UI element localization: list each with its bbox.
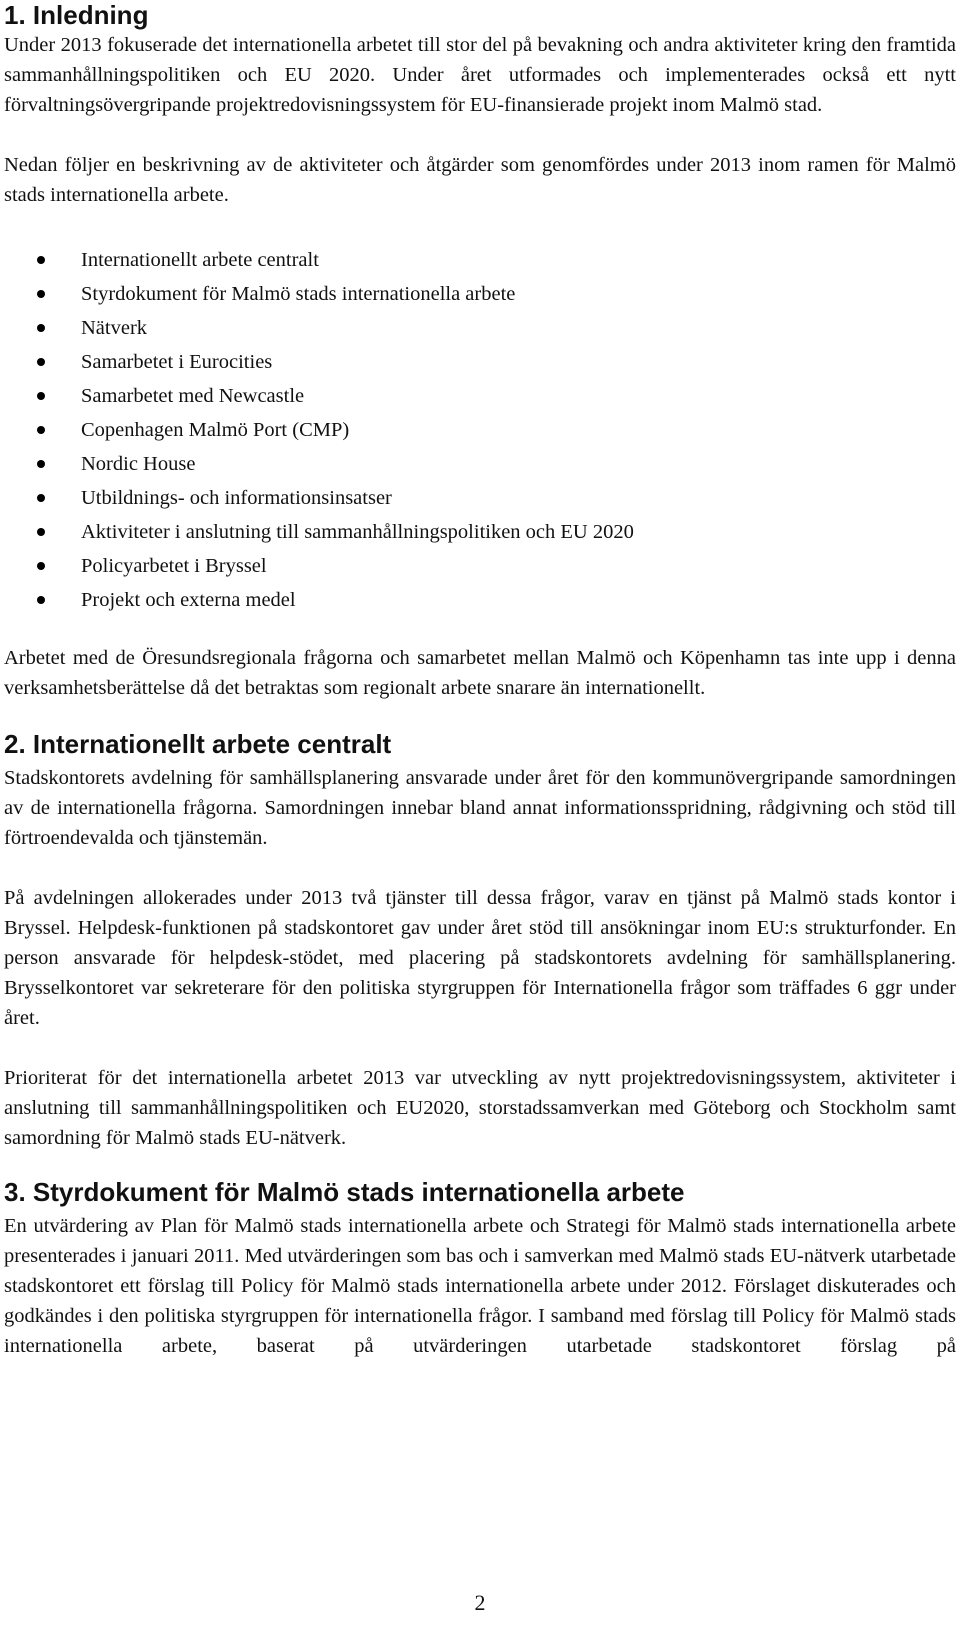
bullet-icon — [37, 426, 45, 434]
list-item-label: Policyarbetet i Bryssel — [81, 555, 267, 577]
list-item — [4, 583, 956, 617]
section-2-heading: 2. Internationellt arbete centralt — [4, 729, 392, 759]
section-2-paragraph-1: Stadskontorets avdelning för samhällsplanering ansvarade under året för den kommunövergripande samordningen av de internationella frågorna. Samordningen innebar bland annat informationsspridning, rådgivning och stöd till förtroendevalda och tjänstemän. — [4, 767, 956, 849]
paragraph-spacer — [4, 853, 956, 883]
list-item-label: Projekt och externa medel — [81, 589, 296, 611]
section-2-paragraph-2: På avdelningen allokerades under 2013 två tjänster till dessa frågor, varav en tjänst på Malmö stads kontor i Bryssel. Helpdesk-funktionen på stadskontoret gav under året stöd till ansökningar inom EU:s strukturfonder. En person ansvarade för helpdesk-stödet, med placering på stadskontorets avdelning för samhällsplanering. Brysselkontoret var sekreterare för den politiska styrgruppen för Internationella frågor som träffades 6 ggr under året. — [4, 887, 956, 1029]
bullet-icon — [37, 460, 45, 468]
bullet-icon — [37, 256, 45, 264]
list-item — [4, 277, 956, 311]
topic-list — [4, 243, 956, 617]
list-item — [4, 345, 956, 379]
list-item-label: Internationellt arbete centralt — [81, 249, 319, 271]
section-3-heading: 3. Styrdokument för Malmö stads internationella arbete — [4, 1177, 685, 1207]
list-item — [4, 515, 956, 549]
list-item-label: Samarbetet i Eurocities — [81, 351, 273, 373]
paragraph-spacer — [4, 1033, 956, 1063]
bullet-icon — [37, 324, 45, 332]
list-spacer — [4, 210, 956, 243]
list-item-label: Utbildnings- och informationsinsatser — [81, 487, 392, 509]
list-item — [4, 379, 956, 413]
list-item-label: Samarbetet med Newcastle — [81, 385, 305, 407]
bullet-icon — [37, 528, 45, 536]
list-item-label: Copenhagen Malmö Port (CMP) — [81, 419, 350, 441]
section-1-overview-paragraph: Nedan följer en beskrivning av de aktiviteter och åtgärder som genomfördes under 2013 inom ramen för Malmö stads internationella arbete. — [4, 154, 956, 206]
list-item — [4, 481, 956, 515]
list-item — [4, 549, 956, 583]
bullet-icon — [37, 562, 45, 570]
bullet-icon — [37, 494, 45, 502]
list-item — [4, 243, 956, 277]
section-2-paragraph-3: Prioriterat för det internationella arbetet 2013 var utveckling av nytt projektredovisningssystem, aktiviteter i anslutning till sammanhållningspolitiken och EU2020, storstadssamverkan med Göteborg och Stockholm samt samordning för Malmö stads EU-nätverk. — [4, 1067, 956, 1149]
bullet-icon — [37, 358, 45, 366]
list-item — [4, 311, 956, 345]
section-3-paragraph-1: En utvärdering av Plan för Malmö stads internationella arbete och Strategi för Malmö stads internationella arbete presenterades i januari 2011. Med utvärderingen som bas och i samverkan med Malmö stads EU-nätverk utarbetade stadskontoret ett förslag till Policy för Malmö stads internationella arbete under 2012. Förslaget diskuterades och godkändes i den politiska styrgruppen för internationella frågor. I samband med förslag till Policy för Malmö stads internationella arbete, baserat på utvärderingen utarbetade stadskontoret förslag på — [4, 1215, 956, 1357]
section-spacer — [4, 1153, 956, 1177]
paragraph-spacer — [4, 120, 956, 150]
document-page — [4, 0, 956, 1361]
section-spacer — [4, 703, 956, 729]
list-item-label: Nätverk — [81, 317, 148, 339]
list-item-label: Styrdokument för Malmö stads internationella arbete — [81, 283, 516, 305]
list-item-label: Nordic House — [81, 453, 196, 475]
list-item-label: Aktiviteter i anslutning till sammanhållningspolitiken och EU 2020 — [81, 521, 634, 543]
section-1-intro-paragraph: Under 2013 fokuserade det internationella arbetet till stor del på bevakning och andra aktiviteter kring den framtida sammanhållningspolitiken och EU 2020. Under året utformades och implementerades också ett nytt förvaltningsövergripande projektredovisningssystem för EU-finansierade projekt inom Malmö stad. — [4, 34, 956, 116]
page-number: 2 — [474, 1590, 486, 1615]
bullet-icon — [37, 290, 45, 298]
bullet-icon — [37, 596, 45, 604]
list-item — [4, 447, 956, 481]
list-spacer — [4, 617, 956, 643]
section-1-closing-paragraph: Arbetet med de Öresundsregionala frågorna och samarbetet mellan Malmö och Köpenhamn tas inte upp i denna verksamhetsberättelse då det betraktas som regionalt arbete snarare än internationellt. — [4, 647, 956, 699]
list-item — [4, 413, 956, 447]
section-1-heading: 1. Inledning — [4, 0, 149, 30]
bullet-icon — [37, 392, 45, 400]
